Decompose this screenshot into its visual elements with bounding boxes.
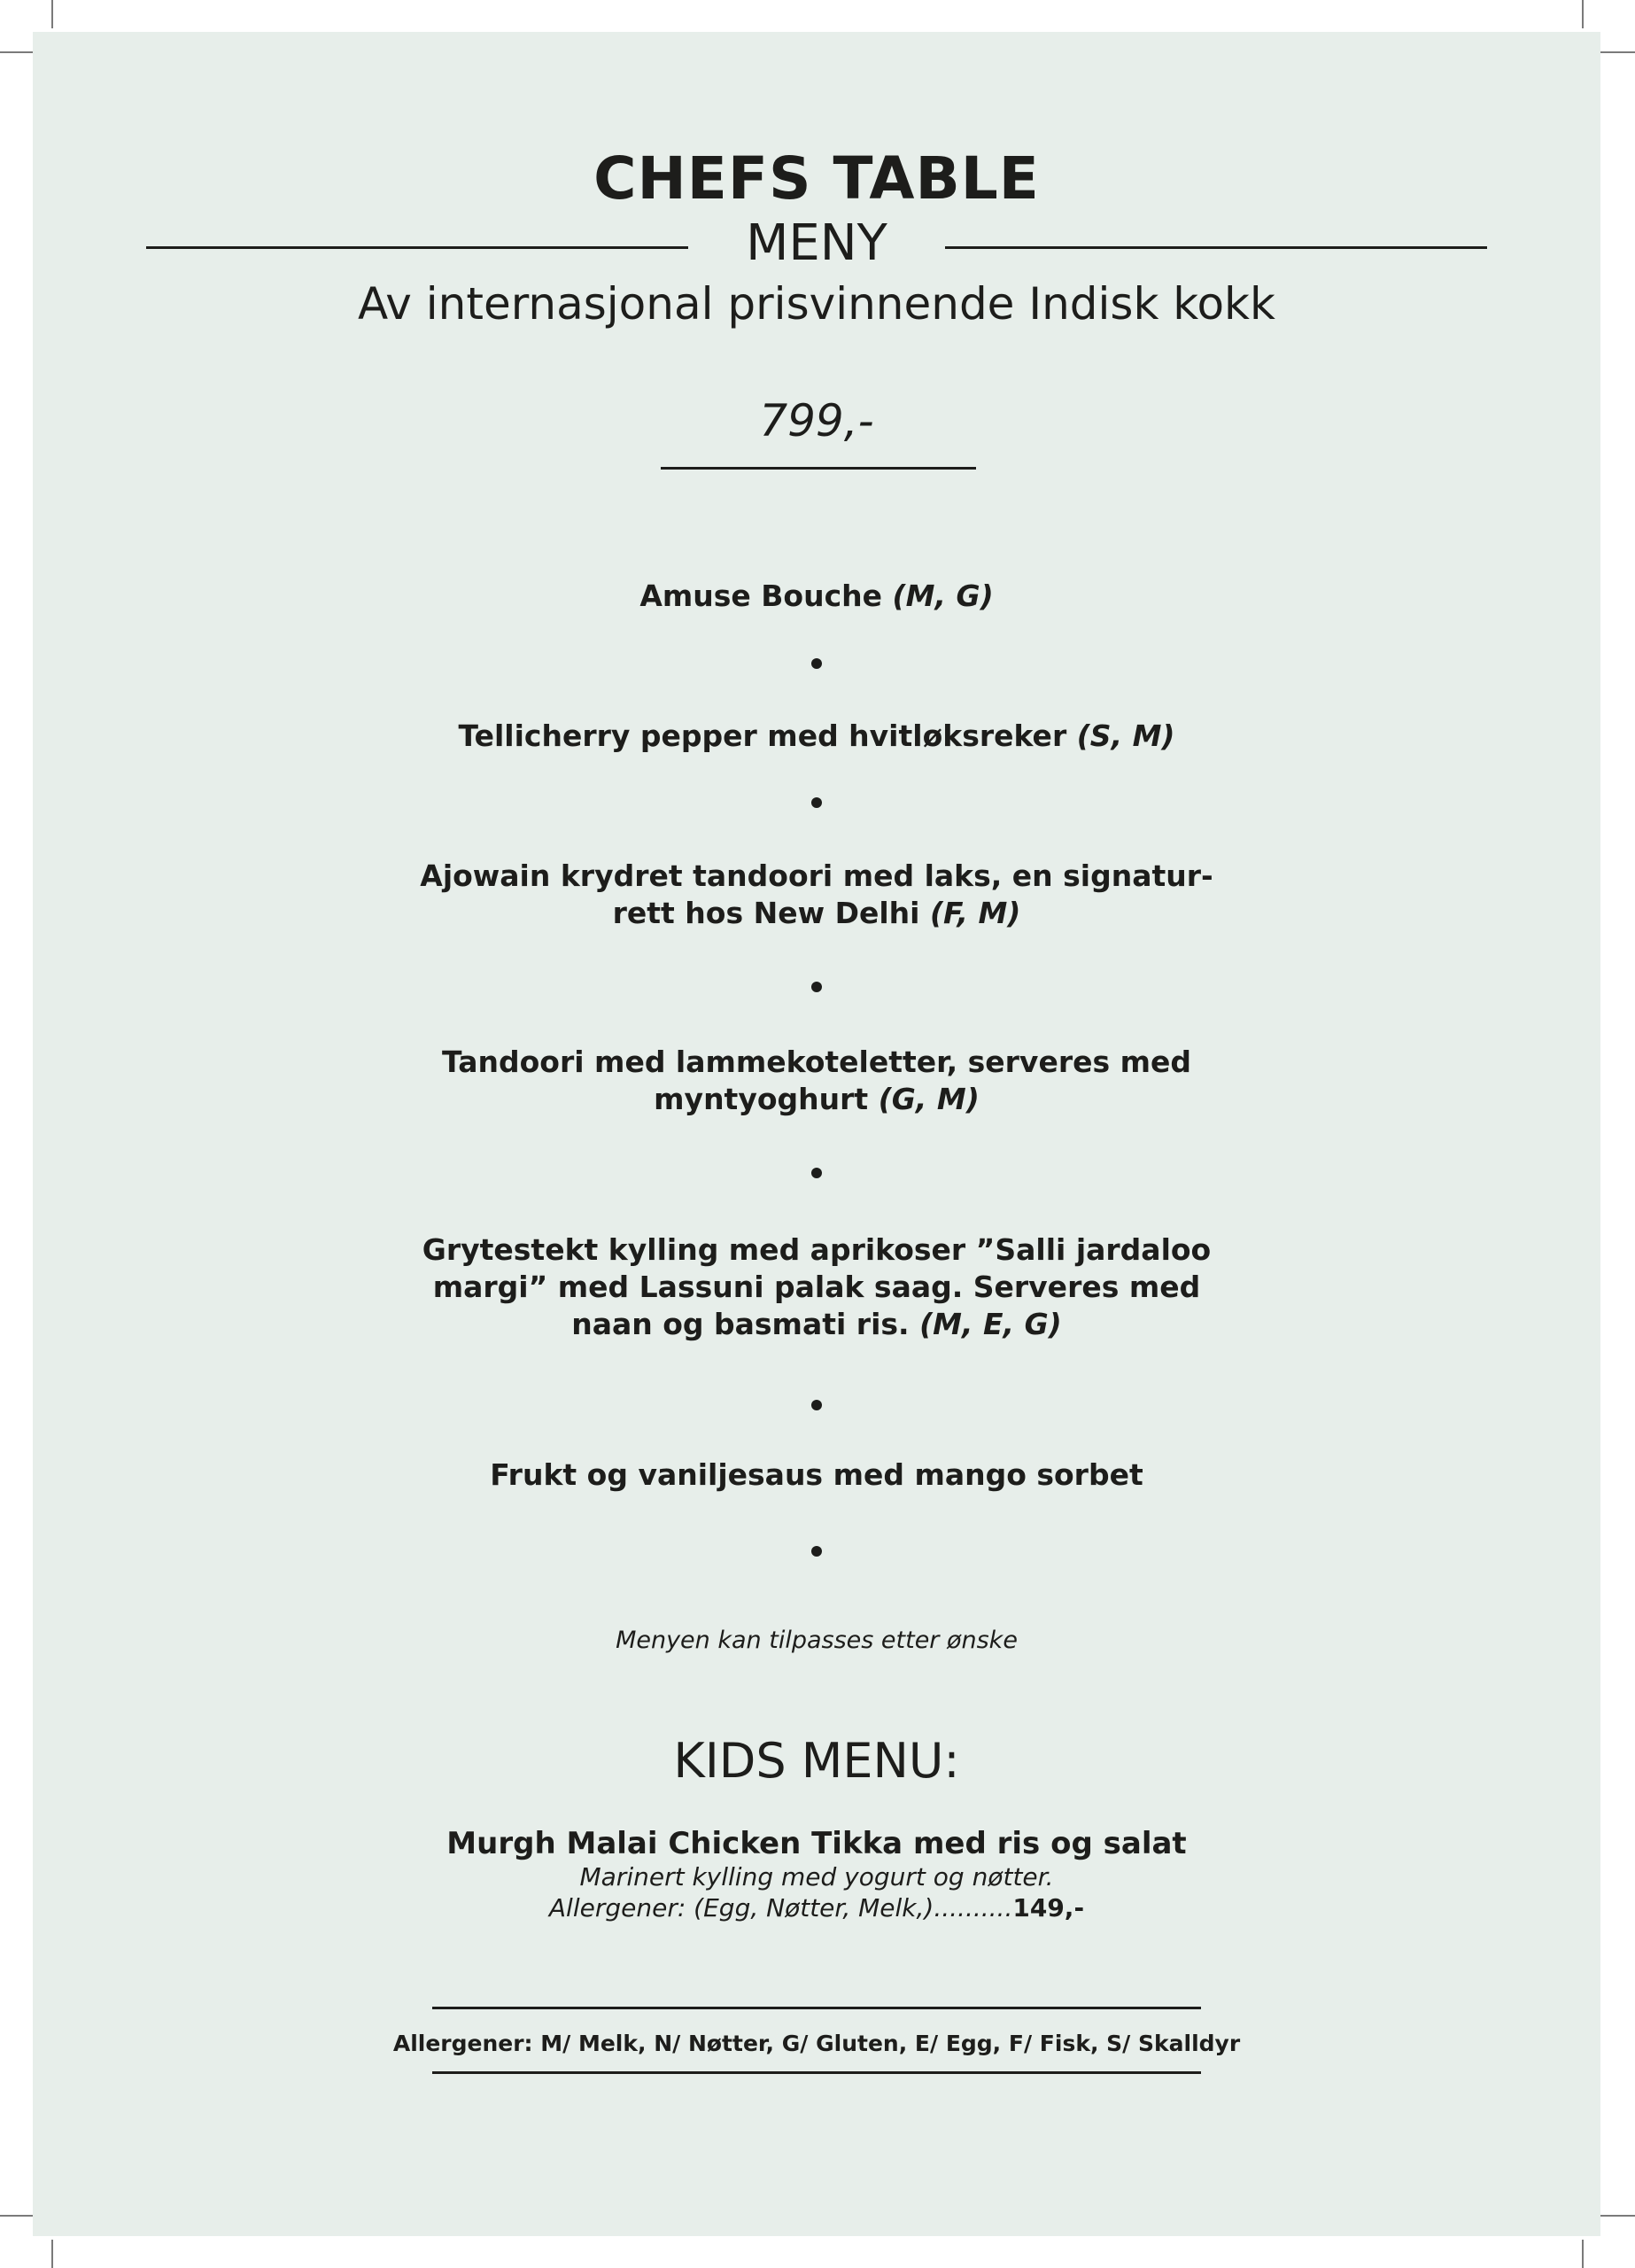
dish-allergens: (G, M) <box>878 1082 980 1116</box>
dish-allergens: (M, G) <box>892 579 994 613</box>
menu-page <box>33 32 1600 2236</box>
dish-item <box>33 578 1600 615</box>
dish-name-line: Ajowain krydret tandoori med laks, en signatur- <box>420 858 1213 893</box>
kids-dish-description: Marinert kylling med yogurt og nøtter. <box>579 1862 1054 1891</box>
crop-mark <box>1582 0 1584 28</box>
separator-bullet <box>811 658 822 669</box>
price-underline <box>661 467 976 470</box>
dish-name: Tellicherry pepper med hvitløksreker <box>458 718 1067 753</box>
separator-bullet <box>811 1168 822 1178</box>
crop-mark <box>51 0 53 28</box>
allergen-legend: Allergener: M/ Melk, N/ Nøtter, G/ Gluten, E/ Egg, F/ Fisk, S/ Skalldyr <box>392 2031 1241 2056</box>
separator-bullet <box>811 797 822 808</box>
dish-item <box>33 1456 1600 1494</box>
dish-allergens: (M, E, G) <box>919 1307 1062 1341</box>
divider-line-right <box>945 246 1487 249</box>
kids-price: 149,- <box>1012 1893 1085 1922</box>
menu-title: CHEFS TABLE <box>593 144 1040 213</box>
dish-list <box>33 578 1600 1557</box>
kids-menu-title: KIDS MENU: <box>673 1733 960 1789</box>
menu-note: Menyen kan tilpasses etter ønske <box>616 1627 1018 1654</box>
separator-bullet <box>811 982 822 992</box>
dish-name-line: myntyoghurt <box>654 1082 869 1116</box>
dish-name-line: Grytestekt kylling med aprikoser ”Salli jardaloo <box>422 1232 1212 1267</box>
menu-heading: MENY <box>746 214 887 272</box>
dish-name-line: margi” med Lassuni palak saag. Serveres med <box>432 1270 1201 1304</box>
dish-name-line: naan og basmati ris. <box>571 1307 910 1341</box>
dish-item <box>33 858 1600 932</box>
footer-rule-bottom <box>432 2071 1201 2074</box>
menu-subtitle: Av internasjonal prisvinnende Indisk kokk <box>358 278 1275 330</box>
dish-name-line: Tandoori med lammekoteletter, serveres med <box>442 1045 1191 1079</box>
dish-name: Frukt og vaniljesaus med mango sorbet <box>490 1457 1143 1492</box>
crop-mark <box>51 2240 53 2268</box>
kids-dish-allergens <box>33 1893 1600 1922</box>
dish-name: Amuse Bouche <box>639 579 883 613</box>
kids-dish-name: Murgh Malai Chicken Tikka med ris og salat <box>446 1826 1187 1861</box>
separator-bullet <box>811 1546 822 1557</box>
dish-item <box>33 1231 1600 1343</box>
footer-rule-top <box>432 2007 1201 2009</box>
kids-allergens-text: Allergener: (Egg, Nøtter, Melk,).......... <box>548 1893 1013 1922</box>
dish-allergens: (S, M) <box>1076 718 1175 753</box>
dish-item <box>33 718 1600 755</box>
dish-name-line: rett hos New Delhi <box>612 896 920 930</box>
dish-allergens: (F, M) <box>929 896 1021 930</box>
menu-price: 799,- <box>759 395 874 447</box>
crop-mark <box>1582 2240 1584 2268</box>
separator-bullet <box>811 1400 822 1410</box>
dish-item <box>33 1044 1600 1118</box>
menu-heading-row <box>146 211 1487 282</box>
